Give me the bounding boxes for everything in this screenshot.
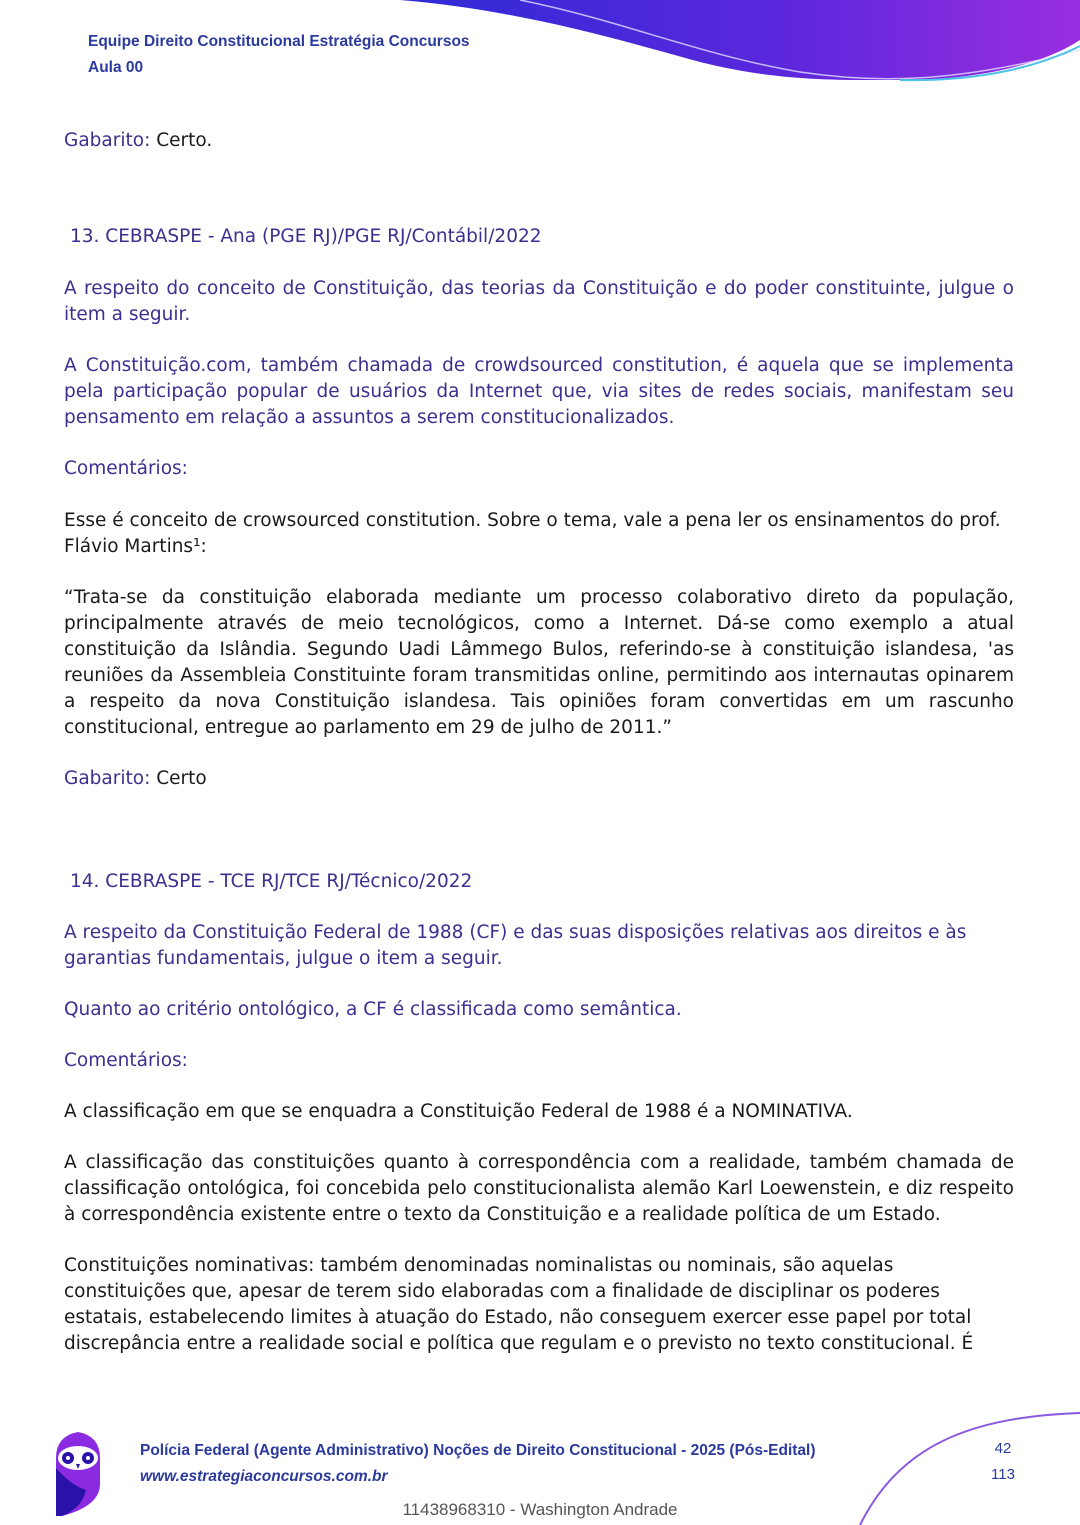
- question-14-comment-1: A classificação em que se enquadra a Constituição Federal de 1988 é a NOMINATIVA.: [64, 1101, 853, 1122]
- answer-label: Gabarito:: [64, 130, 151, 151]
- answer-value: Certo: [150, 768, 207, 789]
- question-13-statement: A respeito do conceito de Constituição, das teorias da Constituição e do poder constituinte, julgue o item a seguir.: [64, 278, 1014, 325]
- page-footer: [140, 1438, 816, 1490]
- document-body: [64, 128, 1014, 1357]
- question-13-title: 13. CEBRASPE - Ana (PGE RJ)/PGE RJ/Contábil/2022: [70, 226, 542, 247]
- site-link[interactable]: www.estrategiaconcursos.com.br: [140, 1468, 388, 1485]
- question-14-comment-3: Constituições nominativas: também denominadas nominalistas ou nominais, são aquelas constituições que, apesar de terem sido elaboradas com a finalidade de disciplinar os poderes estatais, estabelecendo limites à atuação do Estado, não conseguem exercer esse papel por total discrepância entre a realidade social e política que regulam e o previsto no texto constitucional. É: [64, 1255, 974, 1354]
- page-header: [88, 29, 470, 81]
- page-number: [985, 1436, 1021, 1488]
- question-13-item: A Constituição.com, também chamada de crowdsourced constitution, é aquela que se implementa pela participação popular de usuários da Internet que, via sites de redes sociais, manifestam seu pensamento em relação a assuntos a serem constitucionalizados.: [64, 355, 1014, 428]
- question-14-comment-2: A classificação das constituições quanto à correspondência com a realidade, também chamada de classificação ontológica, foi concebida pelo constitucionalista alemão Karl Loewenstein, e diz respeito à correspondência existente entre o texto da Constituição e a realidade política de um Estado.: [64, 1152, 1014, 1225]
- question-14-title: 14. CEBRASPE - TCE RJ/TCE RJ/Técnico/2022: [70, 871, 473, 892]
- user-watermark: 11438968310 - Washington Andrade: [402, 1500, 678, 1519]
- question-14-item: Quanto ao critério ontológico, a CF é classificada como semântica.: [64, 999, 682, 1020]
- question-13-comment: Esse é conceito de crowsourced constitution. Sobre o tema, vale a pena ler os ensinamentos do prof. Flávio Martins¹:: [64, 510, 1001, 557]
- team-name: Equipe Direito Constitucional Estratégia Concursos: [88, 33, 470, 50]
- question-14-comments-label: Comentários:: [64, 1050, 188, 1071]
- page-total: 113: [991, 1466, 1015, 1483]
- previous-answer: [64, 128, 1014, 154]
- question-14-statement: A respeito da Constituição Federal de 1988 (CF) e das suas disposições relativas aos direitos e às garantias fundamentais, julgue o item a seguir.: [64, 922, 967, 969]
- question-13-comments-label: Comentários:: [64, 458, 188, 479]
- lesson-label: Aula 00: [88, 59, 144, 76]
- page-current: 42: [994, 1440, 1012, 1457]
- question-13-quote: “Trata-se da constituição elaborada mediante um processo colaborativo direto da população, principalmente através de meio tecnológicos, como a Internet. Dá-se como exemplo a atual constituição da Islândia. Segundo Uadi Lâmmego Bulos, referindo-se à constituição islandesa, 'as reuniões da Assembleia Constituinte foram transmitidas online, permitindo aos internautas opinarem a respeito da nova Constituição islandesa. Tais opiniões foram convertidas em um rascunho constitucional, entregue ao parlamento em 29 de julho de 2011.”: [64, 587, 1014, 738]
- course-title: Polícia Federal (Agente Administrativo) Noções de Direito Constitucional - 2025 (Pós-Edital): [140, 1442, 816, 1459]
- question-13-answer: [64, 766, 1014, 792]
- answer-value: Certo.: [150, 130, 213, 151]
- answer-label: Gabarito:: [64, 768, 151, 789]
